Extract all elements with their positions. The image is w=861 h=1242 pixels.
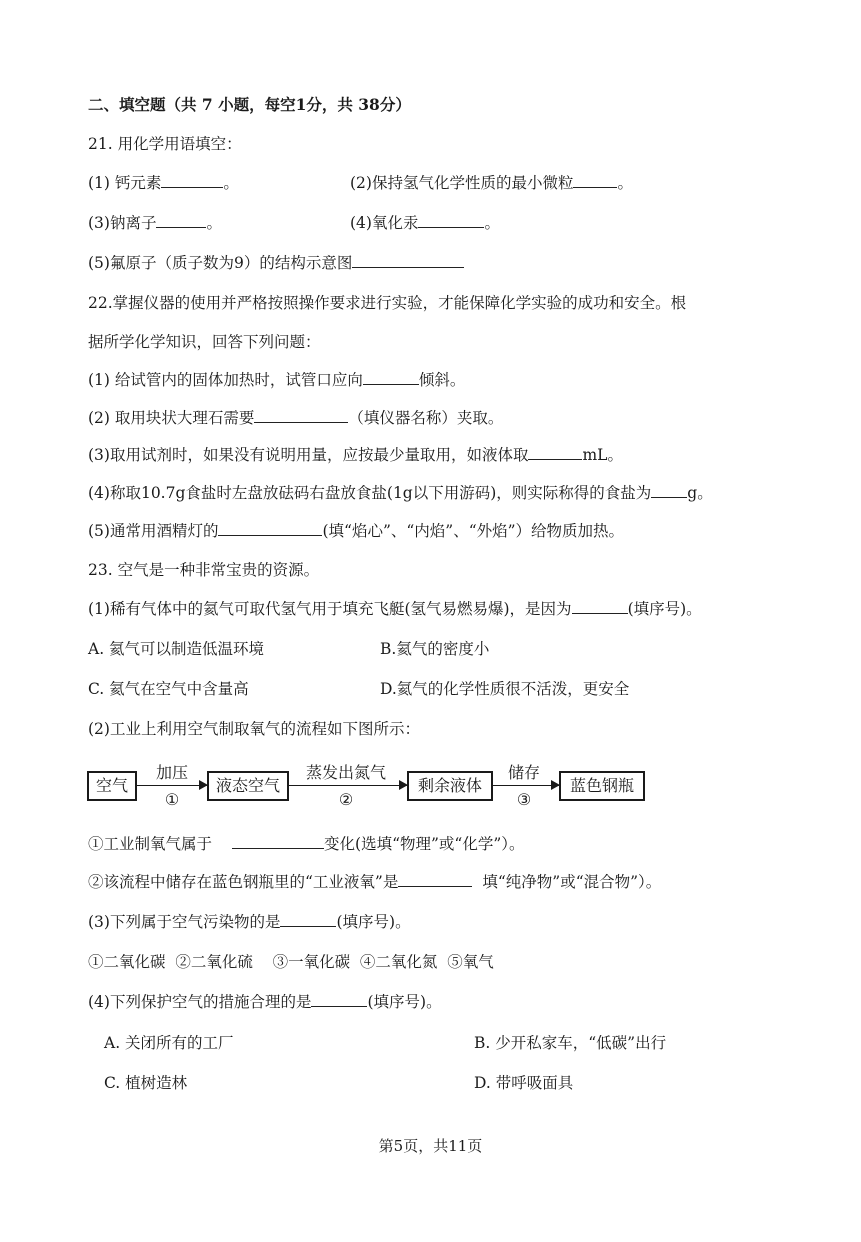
q21-stem: 21. 用化学用语填空：: [88, 135, 242, 153]
q23-part3-end: (填序号)。: [336, 913, 411, 931]
q23-sub2: [88, 871, 661, 893]
q22-part4-text: (4)称取10.7g食盐时左盘放砝码右盘放食盐(1g以下用游码)，则实际称得的食盐为: [88, 484, 652, 502]
answer-blank[interactable]: [398, 871, 472, 887]
q22-part1-end: 倾斜。: [418, 371, 466, 389]
measure-c: C. 植树造林: [104, 1074, 188, 1092]
section-title: 二、填空题（共 7 小题，每空1分，共 38分）: [88, 95, 411, 114]
q23-sub2-end: 填“纯净物”或“混合物”）。: [482, 873, 662, 891]
q21-part3-end: 。: [206, 214, 222, 232]
q23-part4-end: (填序号)。: [367, 993, 442, 1011]
flow-box-liquid-air: 液态空气: [207, 771, 289, 801]
q22-part1-text: (1) 给试管内的固体加热时，试管口应向: [88, 371, 363, 389]
answer-blank[interactable]: [418, 212, 484, 228]
q21-part4-end: 。: [484, 214, 500, 232]
measure-d: D. 带呼吸面具: [474, 1074, 574, 1092]
q22-part4: [88, 482, 713, 504]
page-number: 第5页，共11页: [378, 1137, 483, 1155]
q22-part2-end: （填仪器名称）夹取。: [348, 409, 504, 427]
q22-part1: [88, 369, 465, 391]
q23-sub1: [88, 833, 525, 855]
q23-part3: [88, 911, 411, 933]
answer-blank[interactable]: [232, 833, 324, 849]
q22-part3: [88, 444, 623, 466]
answer-blank[interactable]: [352, 252, 464, 268]
answer-blank[interactable]: [161, 172, 223, 188]
answer-blank[interactable]: [528, 444, 582, 460]
q23-part1-end: (填序号)。: [627, 600, 702, 618]
option-d: D.氦气的化学性质很不活泼，更安全: [380, 680, 630, 698]
answer-blank[interactable]: [651, 482, 687, 498]
pollutant-options: ①二氧化碳 ②二氧化硫 ③一氧化碳 ④二氧化氮 ⑤氧气: [88, 953, 494, 971]
q23-part4-text: (4)下列保护空气的措施合理的是: [88, 993, 312, 1011]
q21-part2: [350, 172, 633, 194]
q22-part2: [88, 407, 503, 429]
q22-part5-end: (填“焰心”、“内焰”、“外焰”）给物质加热。: [322, 522, 625, 540]
q23-part3-text: (3)下列属于空气污染物的是: [88, 913, 281, 931]
answer-blank[interactable]: [311, 991, 367, 1007]
q23-part1: [88, 598, 702, 620]
measure-b: B. 少开私家车，“低碳”出行: [474, 1034, 667, 1052]
q22-part2-text: (2) 取用块状大理石需要: [88, 409, 255, 427]
flow-box-air: 空气: [87, 771, 137, 801]
q23-stem: 23. 空气是一种非常宝贵的资源。: [88, 561, 320, 579]
option-b: B.氦气的密度小: [380, 640, 490, 658]
q23-sub1-text: ①工业制氧气属于: [88, 835, 213, 853]
q22-part5: [88, 520, 624, 542]
answer-blank[interactable]: [363, 369, 419, 385]
q22-stem-line1: 22.掌握仪器的使用并严格按照操作要求进行实验，才能保障化学实验的成功和安全。根: [88, 294, 687, 312]
measure-a: A. 关闭所有的工厂: [104, 1034, 234, 1052]
q21-part2-text: (2)保持氢气化学性质的最小微粒: [350, 174, 574, 192]
q23-sub1-end: 变化(选填“物理”或“化学”）。: [324, 835, 525, 853]
flow-box-blue-cylinder: 蓝色钢瓶: [559, 771, 645, 801]
flow-step-3: ③: [516, 790, 532, 809]
q21-part2-end: 。: [617, 174, 633, 192]
q21-part3-text: (3)钠离子: [88, 214, 157, 232]
flow-step-1: ①: [164, 790, 180, 809]
q21-part3: [88, 212, 222, 234]
flow-step-2: ②: [338, 790, 354, 809]
option-c: C. 氦气在空气中含量高: [88, 680, 249, 698]
q21-part1-text: (1) 钙元素: [88, 174, 162, 192]
flow-arrow-2-label: 蒸发出氮气: [305, 763, 386, 782]
q22-part4-end: g。: [687, 484, 713, 502]
q21-part4-text: (4)氧化汞: [350, 214, 419, 232]
answer-blank[interactable]: [280, 911, 336, 927]
q22-part3-text: (3)取用试剂时，如果没有说明用量，应按最少量取用，如液体取: [88, 446, 529, 464]
answer-blank[interactable]: [573, 172, 617, 188]
q22-stem-line2: 据所学化学知识，回答下列问题：: [88, 333, 321, 351]
flow-arrow-2: [289, 785, 407, 786]
answer-blank[interactable]: [218, 520, 322, 536]
q23-sub2-text: ②该流程中储存在蓝色钢瓶里的“工业液氧”是: [88, 873, 399, 891]
answer-blank[interactable]: [254, 407, 348, 423]
option-a: A. 氦气可以制造低温环境: [88, 640, 265, 658]
flow-box-remaining-liquid: 剩余液体: [407, 771, 493, 801]
flow-arrow-3-label: 储存: [507, 763, 540, 782]
flow-arrow-3: [493, 785, 559, 786]
answer-blank[interactable]: [156, 212, 206, 228]
flow-arrow-1-label: 加压: [155, 763, 188, 782]
flow-arrow-1: [137, 785, 207, 786]
q22-part5-text: (5)通常用酒精灯的: [88, 522, 219, 540]
q23-part1-text: (1)稀有气体中的氦气可取代氢气用于填充飞艇(氢气易燃易爆)，是因为: [88, 600, 572, 618]
q21-part1: [88, 172, 239, 194]
q21-part4: [350, 212, 500, 234]
q21-part5-text: (5)氟原子（质子数为9）的结构示意图: [88, 254, 353, 272]
answer-blank[interactable]: [572, 598, 628, 614]
q21-part5: [88, 252, 464, 274]
q23-part4: [88, 991, 442, 1013]
oxygen-production-flow: [87, 764, 647, 814]
q22-part3-end: mL。: [582, 446, 623, 464]
q23-part2: (2)工业上利用空气制取氧气的流程如下图所示：: [88, 720, 420, 738]
q21-part1-end: 。: [223, 174, 239, 192]
